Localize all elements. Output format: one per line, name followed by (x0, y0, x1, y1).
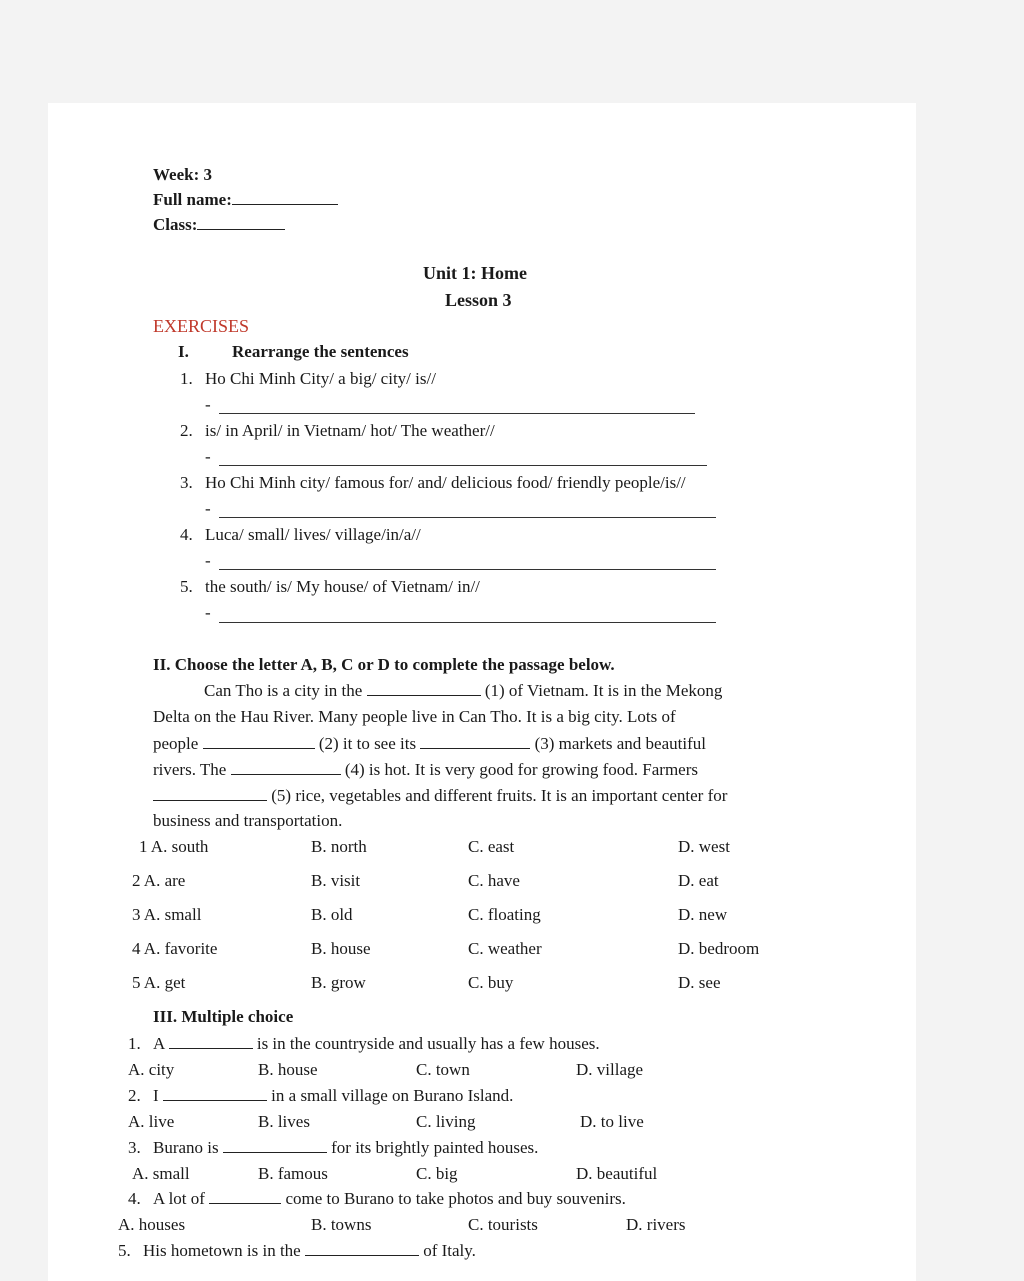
s1-item3-text: Ho Chi Minh city/ famous for/ and/ delicious food/ friendly people/is// (205, 473, 686, 492)
s3-q3-opt-b[interactable]: B. famous (258, 1164, 328, 1183)
s2-opt4-b[interactable]: B. house (311, 939, 371, 958)
s1-item2-answer-line[interactable] (219, 465, 707, 466)
s1-item2-dash: - (205, 447, 211, 466)
s2-opt3-b[interactable]: B. old (311, 905, 353, 924)
section2-heading: II. Choose the letter A, B, C or D to complete the passage below. (153, 655, 615, 674)
s1-item2-text: is/ in April/ in Vietnam/ hot/ The weather// (205, 421, 495, 440)
s1-item3-answer-line[interactable] (219, 517, 716, 518)
s3-q2-opt-b[interactable]: B. lives (258, 1112, 310, 1131)
s3-q1-opt-c[interactable]: C. town (416, 1060, 470, 1079)
s3-q4-a: A lot of (153, 1189, 205, 1208)
week-label: Week: 3 (153, 165, 213, 184)
passage-line-1 (204, 681, 722, 701)
s3-q1-b: is in the countryside and usually has a few houses. (256, 1034, 600, 1053)
full-name-blank[interactable] (232, 190, 338, 205)
passage-p3c: (3) markets and beautiful (534, 734, 706, 753)
s3-q1-opt-d[interactable]: D. village (576, 1060, 644, 1079)
section3-heading: III. Multiple choice (153, 1007, 294, 1026)
s1-item3-dash: - (205, 499, 211, 518)
s1-item1-number: 1. (180, 369, 193, 388)
s1-item1-text: Ho Chi Minh City/ a big/ city/ is// (205, 369, 436, 388)
s3-q4 (153, 1189, 626, 1209)
s3-q4-opt-c[interactable]: C. tourists (468, 1215, 538, 1234)
s1-item5-dash: - (205, 603, 211, 622)
passage-line-6: business and transportation. (153, 811, 343, 830)
s3-q3-number: 3. (128, 1138, 141, 1157)
s2-opt2-d[interactable]: D. eat (678, 871, 719, 890)
s1-item3-number: 3. (180, 473, 193, 492)
s3-q1-opt-a[interactable]: A. city (128, 1060, 175, 1079)
passage-p3b: (2) it to see its (318, 734, 417, 753)
s3-q3-b: for its brightly painted houses. (331, 1138, 539, 1157)
s1-item4-text: Luca/ small/ lives/ village/in/a// (205, 525, 421, 544)
s3-q3-blank[interactable] (223, 1138, 327, 1153)
s3-q4-blank[interactable] (209, 1189, 281, 1204)
s3-q3-opt-d[interactable]: D. beautiful (576, 1164, 658, 1183)
passage-p4b: (4) is hot. It is very good for growing food. Farmers (344, 760, 699, 779)
s3-q2-blank[interactable] (163, 1086, 267, 1101)
s2-opt1-a[interactable]: 1 A. south (139, 837, 209, 856)
passage-line-4 (153, 760, 698, 780)
s3-q2-a: I (153, 1086, 159, 1105)
passage-p3a: people (153, 734, 199, 753)
s3-q2-b: in a small village on Burano Island. (271, 1086, 514, 1105)
s2-opt3-a[interactable]: 3 A. small (132, 905, 202, 924)
s2-opt2-a[interactable]: 2 A. are (132, 871, 186, 890)
s3-q4-opt-a[interactable]: A. houses (118, 1215, 186, 1234)
s3-q2-opt-a[interactable]: A. live (128, 1112, 175, 1131)
passage-blank-2[interactable] (203, 734, 315, 749)
s3-q3 (153, 1138, 538, 1158)
passage-line-5 (153, 786, 727, 806)
lesson-title: Lesson 3 (445, 290, 512, 310)
passage-blank-1[interactable] (367, 681, 481, 696)
passage-line-2: Delta on the Hau River. Many people live in Can Tho. It is a big city. Lots of (153, 707, 676, 726)
s2-opt5-d[interactable]: D. see (678, 973, 721, 992)
passage-p5: (5) rice, vegetables and different fruits. It is an important center for (271, 786, 728, 805)
passage-blank-4[interactable] (231, 760, 341, 775)
s3-q2-opt-d[interactable]: D. to live (580, 1112, 644, 1131)
class-label-text: Class: (153, 215, 198, 234)
s3-q1-a: A (153, 1034, 165, 1053)
s2-opt4-d[interactable]: D. bedroom (678, 939, 760, 958)
s3-q4-opt-b[interactable]: B. towns (311, 1215, 372, 1234)
s3-q5-blank[interactable] (305, 1241, 419, 1256)
s3-q5-b: of Italy. (423, 1241, 476, 1260)
s3-q1 (153, 1034, 600, 1054)
s2-opt5-c[interactable]: C. buy (468, 973, 514, 992)
s3-q2 (153, 1086, 513, 1106)
s3-q1-blank[interactable] (169, 1034, 253, 1049)
full-name-label-text: Full name: (153, 190, 232, 209)
s2-opt4-c[interactable]: C. weather (468, 939, 542, 958)
s2-opt1-c[interactable]: C. east (468, 837, 515, 856)
s2-opt3-d[interactable]: D. new (678, 905, 728, 924)
passage-p1a: Can Tho is a city in the (204, 681, 363, 700)
passage-blank-5[interactable] (153, 786, 267, 801)
s3-q4-opt-d[interactable]: D. rivers (626, 1215, 686, 1234)
s3-q5 (143, 1241, 476, 1261)
s3-q4-number: 4. (128, 1189, 141, 1208)
s1-item5-number: 5. (180, 577, 193, 596)
s2-opt1-d[interactable]: D. west (678, 837, 730, 856)
s3-q2-number: 2. (128, 1086, 141, 1105)
passage-line-3 (153, 734, 706, 754)
s2-opt5-b[interactable]: B. grow (311, 973, 366, 992)
s1-item1-answer-line[interactable] (219, 413, 695, 414)
s2-opt1-b[interactable]: B. north (311, 837, 367, 856)
s3-q3-opt-a[interactable]: A. small (132, 1164, 190, 1183)
class-label (153, 215, 285, 235)
s2-opt2-b[interactable]: B. visit (311, 871, 361, 890)
s3-q1-number: 1. (128, 1034, 141, 1053)
passage-p1b: (1) of Vietnam. It is in the Mekong (484, 681, 723, 700)
section1-number: I. (178, 342, 189, 361)
s3-q2-opt-c[interactable]: C. living (416, 1112, 476, 1131)
s3-q4-b: come to Burano to take photos and buy souvenirs. (285, 1189, 626, 1208)
passage-blank-3[interactable] (420, 734, 530, 749)
s1-item2-number: 2. (180, 421, 193, 440)
s2-opt4-a[interactable]: 4 A. favorite (132, 939, 218, 958)
class-blank[interactable] (197, 215, 285, 230)
passage-p4a: rivers. The (153, 760, 227, 779)
s3-q3-opt-c[interactable]: C. big (416, 1164, 458, 1183)
unit-title: Unit 1: Home (423, 263, 527, 283)
s3-q5-a: His hometown is in the (143, 1241, 301, 1260)
s1-item5-text: the south/ is/ My house/ of Vietnam/ in// (205, 577, 480, 596)
exercises-heading: EXERCISES (153, 316, 250, 336)
s1-item5-answer-line[interactable] (219, 622, 716, 623)
s2-opt3-c[interactable]: C. floating (468, 905, 541, 924)
s3-q5-number: 5. (118, 1241, 131, 1260)
section1-heading: Rearrange the sentences (232, 342, 409, 361)
s1-item4-answer-line[interactable] (219, 569, 716, 570)
s3-q3-a: Burano is (153, 1138, 219, 1157)
s1-item1-dash: - (205, 395, 211, 414)
s2-opt2-c[interactable]: C. have (468, 871, 520, 890)
s3-q1-opt-b[interactable]: B. house (258, 1060, 318, 1079)
s1-item4-number: 4. (180, 525, 193, 544)
full-name-label (153, 190, 338, 210)
s1-item4-dash: - (205, 551, 211, 570)
s2-opt5-a[interactable]: 5 A. get (132, 973, 186, 992)
